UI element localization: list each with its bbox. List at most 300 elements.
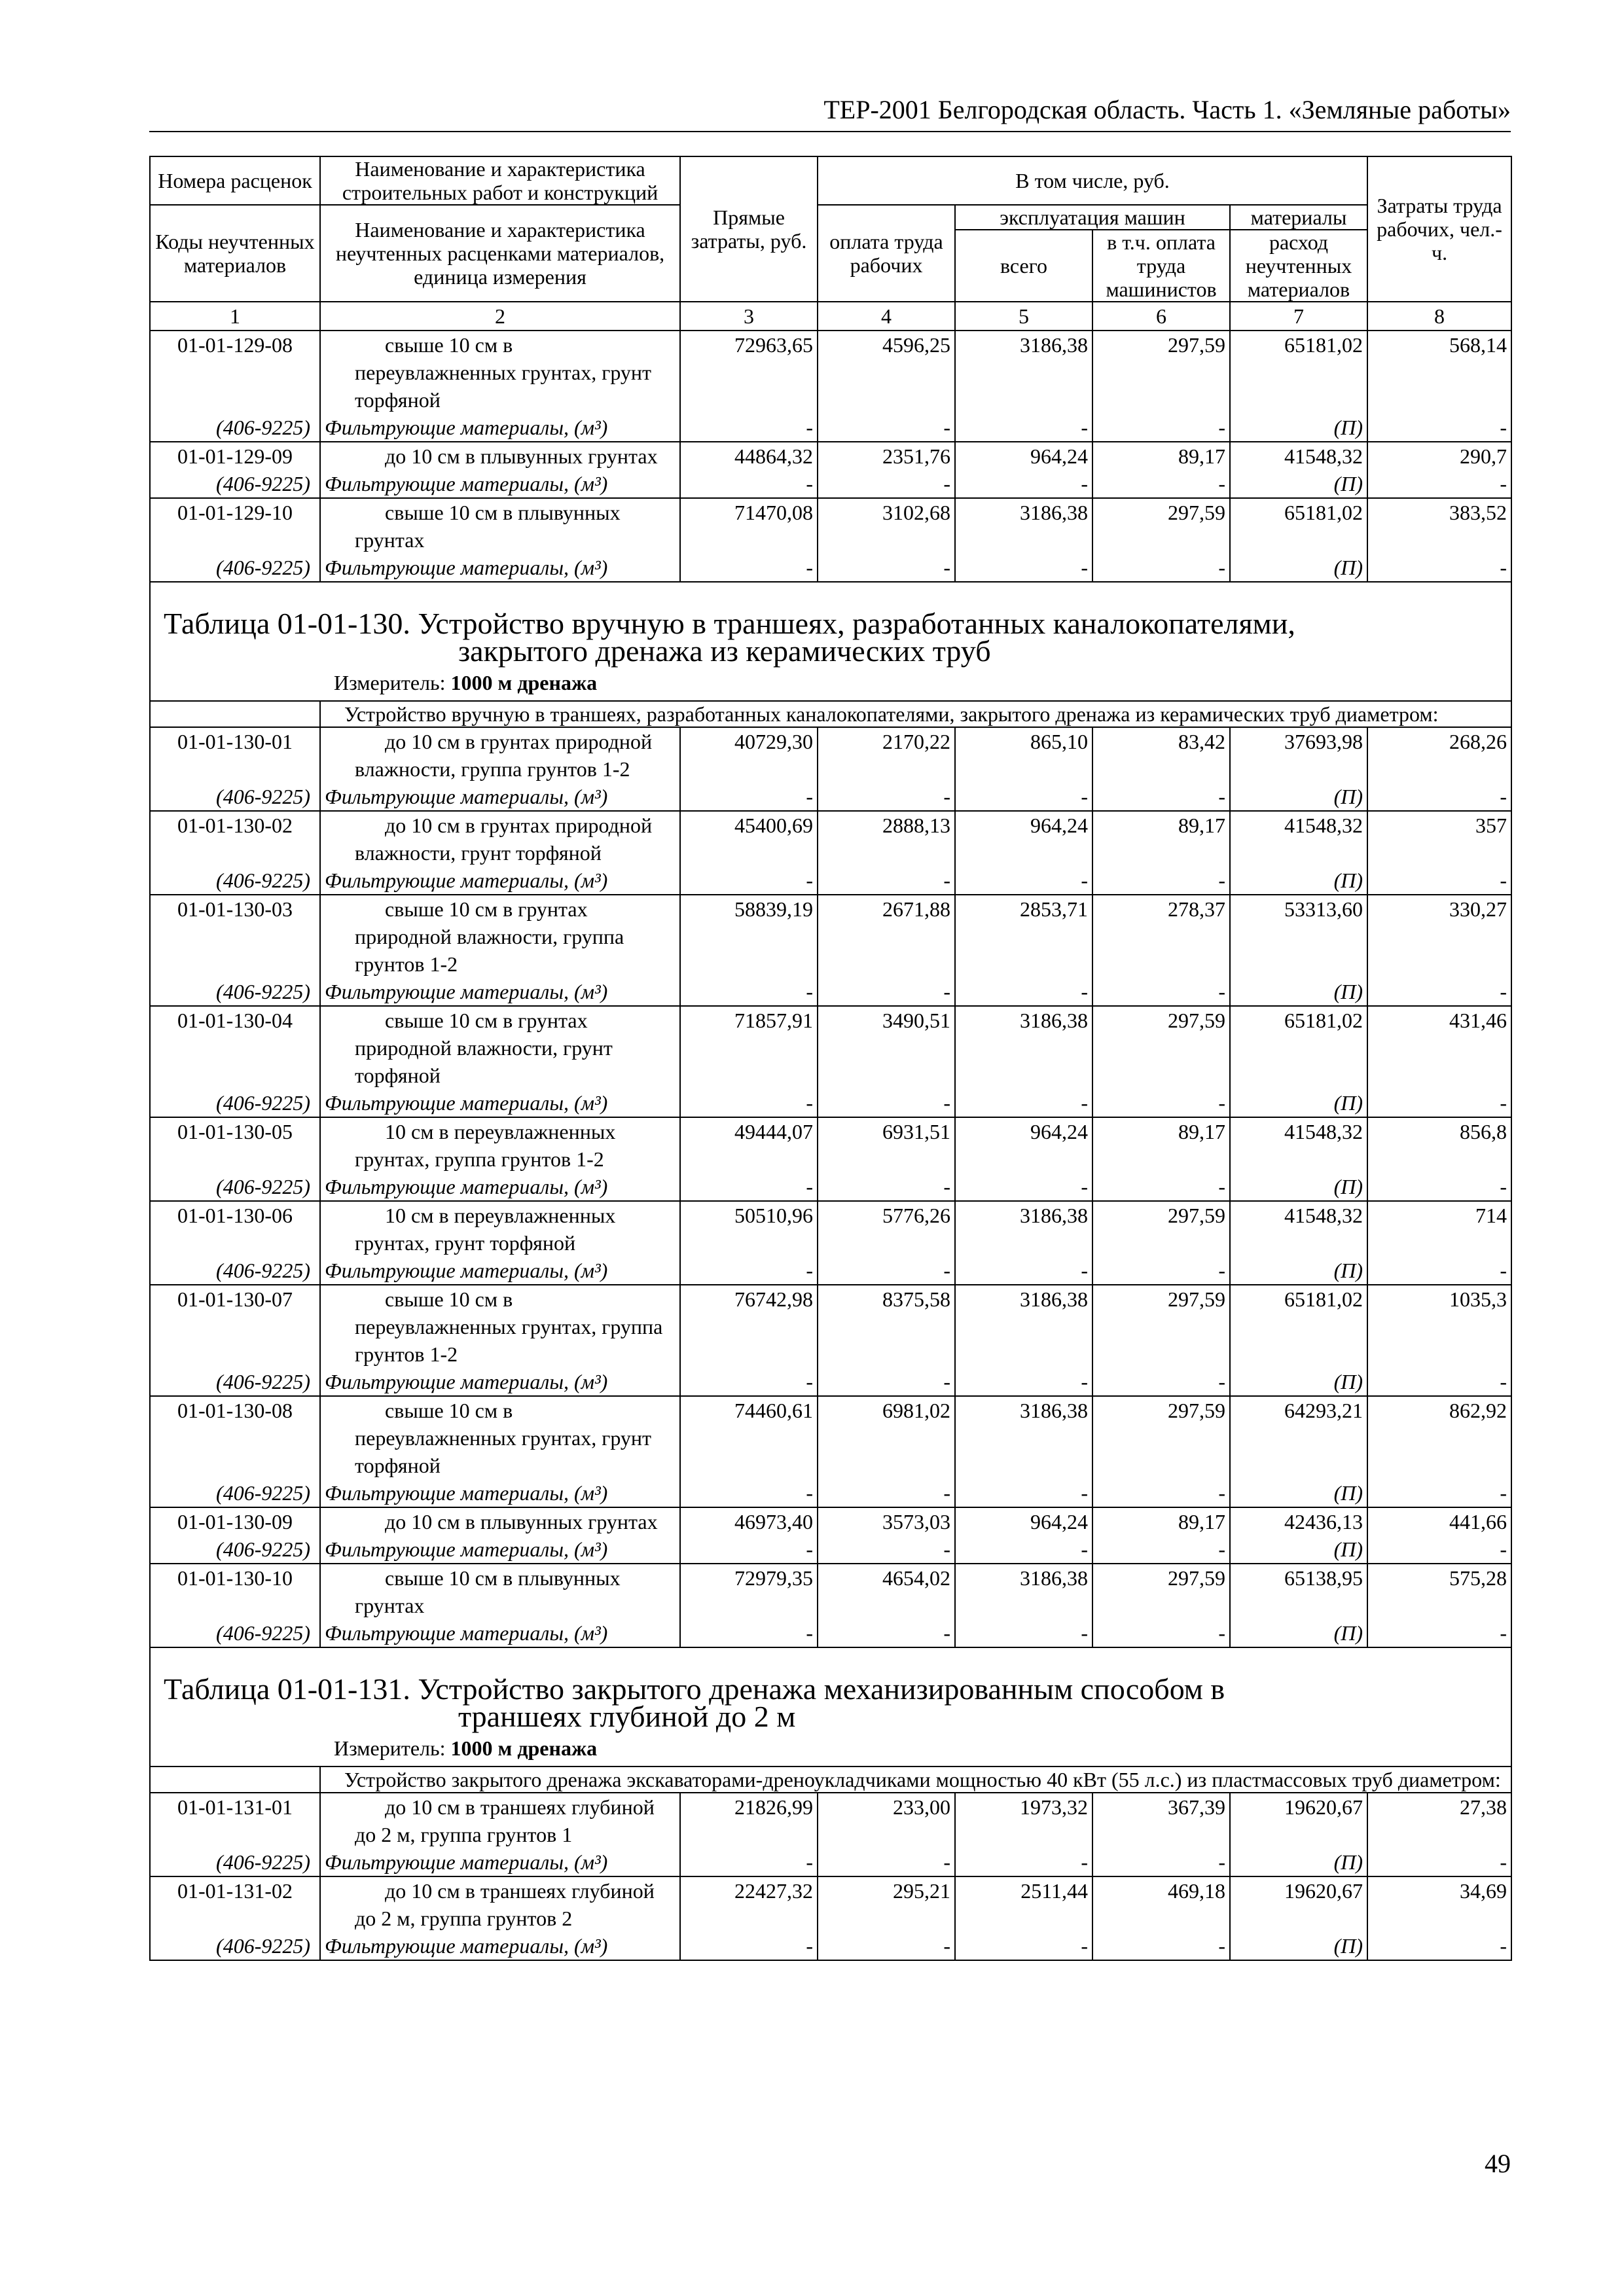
rate-value: 268,26	[1367, 727, 1511, 783]
col-rashod: расход неучтенных материалов	[1230, 230, 1367, 302]
material-code: (406-9225)	[150, 783, 320, 811]
subhead-blank	[150, 1767, 320, 1793]
material-code: (406-9225)	[150, 1479, 320, 1507]
material-code: (406-9225)	[150, 1848, 320, 1876]
rate-value: 74460,61	[680, 1396, 818, 1479]
material-code: (406-9225)	[150, 1368, 320, 1396]
measure	[150, 669, 1511, 701]
rate-code: 01-01-130-05	[150, 1117, 320, 1173]
rate-value: 568,14	[1367, 331, 1511, 414]
rate-value: 21826,99	[680, 1793, 818, 1848]
material-dash: -	[1367, 1848, 1511, 1876]
table-row	[150, 1285, 1511, 1368]
rate-description: до 10 см в плывунных грунтах	[320, 442, 680, 470]
material-dash: -	[818, 470, 955, 498]
measure-value: 1000 м дренажа	[450, 1736, 598, 1760]
table-row	[150, 498, 1511, 554]
table-subheading: Устройство вручную в траншеях, разработанных каналокопателями, закрытого дренажа из керамических труб диаметром:	[320, 701, 1511, 727]
material-dash: -	[818, 554, 955, 582]
material-name: Фильтрующие материалы, (м³)	[320, 1932, 680, 1960]
material-dash: -	[955, 1932, 1092, 1960]
material-dash: -	[818, 867, 955, 895]
col-number: 2	[320, 302, 680, 331]
rate-value: 64293,21	[1230, 1396, 1367, 1479]
rate-value: 19620,67	[1230, 1876, 1367, 1932]
material-dash: -	[680, 554, 818, 582]
rate-value: 72963,65	[680, 331, 818, 414]
material-unit: (П)	[1230, 783, 1367, 811]
col-number: 7	[1230, 302, 1367, 331]
material-dash: -	[1092, 1368, 1230, 1396]
rate-value: 714	[1367, 1201, 1511, 1257]
material-code: (406-9225)	[150, 1257, 320, 1285]
rate-description: свыше 10 см в грунтах природной влажности, группа грунтов 1-2	[320, 895, 680, 978]
rate-code: 01-01-129-08	[150, 331, 320, 414]
material-dash: -	[955, 978, 1092, 1006]
price-table	[149, 156, 1512, 1961]
rate-value: 65181,02	[1230, 1285, 1367, 1368]
rate-code: 01-01-130-02	[150, 811, 320, 867]
rate-value: 8375,58	[818, 1285, 955, 1368]
table-130-title	[150, 582, 1511, 669]
rate-value: 65138,95	[1230, 1564, 1367, 1619]
rate-value: 3186,38	[955, 1564, 1092, 1619]
material-name: Фильтрующие материалы, (м³)	[320, 1257, 680, 1285]
rate-code: 01-01-129-09	[150, 442, 320, 470]
rate-value: 65181,02	[1230, 498, 1367, 554]
subhead-row	[150, 701, 1511, 727]
rate-value: 41548,32	[1230, 1201, 1367, 1257]
material-dash: -	[955, 1535, 1092, 1564]
material-dash: -	[680, 1535, 818, 1564]
rate-value: 53313,60	[1230, 895, 1367, 978]
table-row	[150, 895, 1511, 978]
material-dash: -	[1092, 1932, 1230, 1960]
col-oplata: оплата труда рабочих	[818, 205, 955, 302]
col-number: 6	[1092, 302, 1230, 331]
rate-value: 46973,40	[680, 1507, 818, 1535]
rate-value: 2671,88	[818, 895, 955, 978]
rate-value: 383,52	[1367, 498, 1511, 554]
measure-label: Измеритель:	[334, 671, 446, 694]
material-dash: -	[818, 783, 955, 811]
col-naimen: Наименование и характеристика строительных работ и конструкций	[320, 156, 680, 205]
material-dash: -	[955, 1089, 1092, 1117]
material-name: Фильтрующие материалы, (м³)	[320, 1368, 680, 1396]
material-name: Фильтрующие материалы, (м³)	[320, 867, 680, 895]
table-row	[150, 442, 1511, 470]
material-code: (406-9225)	[150, 978, 320, 1006]
material-unit: (П)	[1230, 1089, 1367, 1117]
rate-value: 297,59	[1092, 1006, 1230, 1089]
rate-value: 297,59	[1092, 1201, 1230, 1257]
material-name: Фильтрующие материалы, (м³)	[320, 1089, 680, 1117]
material-dash: -	[680, 1089, 818, 1117]
material-unit: (П)	[1230, 1257, 1367, 1285]
table-row	[150, 331, 1511, 414]
rate-value: 367,39	[1092, 1793, 1230, 1848]
rate-value: 41548,32	[1230, 1117, 1367, 1173]
rate-value: 2351,76	[818, 442, 955, 470]
material-dash: -	[818, 1173, 955, 1201]
rate-value: 297,59	[1092, 1285, 1230, 1368]
material-row	[150, 978, 1511, 1006]
material-dash: -	[1092, 978, 1230, 1006]
table-row	[150, 811, 1511, 867]
material-dash: -	[680, 1932, 818, 1960]
material-row	[150, 1848, 1511, 1876]
rate-code: 01-01-130-08	[150, 1396, 320, 1479]
material-code: (406-9225)	[150, 1173, 320, 1201]
material-code: (406-9225)	[150, 554, 320, 582]
rate-value: 6931,51	[818, 1117, 955, 1173]
rate-value: 3186,38	[955, 1201, 1092, 1257]
rate-value: 3573,03	[818, 1507, 955, 1535]
material-dash: -	[680, 1619, 818, 1647]
rate-value: 297,59	[1092, 1396, 1230, 1479]
rate-value: 295,21	[818, 1876, 955, 1932]
col-vtom: В том числе, руб.	[818, 156, 1367, 205]
rate-value: 278,37	[1092, 895, 1230, 978]
material-dash: -	[1092, 1089, 1230, 1117]
rate-value: 3186,38	[955, 1285, 1092, 1368]
material-dash: -	[818, 1368, 955, 1396]
rate-value: 72979,35	[680, 1564, 818, 1619]
material-unit: (П)	[1230, 554, 1367, 582]
page-header	[149, 92, 1511, 132]
material-dash: -	[680, 1257, 818, 1285]
rate-value: 42436,13	[1230, 1507, 1367, 1535]
rate-value: 1035,3	[1367, 1285, 1511, 1368]
material-dash: -	[680, 1173, 818, 1201]
rate-description: до 10 см в грунтах природной влажности, грунт торфяной	[320, 811, 680, 867]
material-row	[150, 1089, 1511, 1117]
material-dash: -	[1092, 1173, 1230, 1201]
material-unit: (П)	[1230, 867, 1367, 895]
measure-label: Измеритель:	[334, 1736, 446, 1760]
material-unit: (П)	[1230, 1479, 1367, 1507]
col-naimen2: Наименование и характеристика неучтенных расценками материалов, единица измерения	[320, 205, 680, 302]
table-title-line1: Таблица 01-01-131. Устройство закрытого дренажа механизированным способом в	[164, 1672, 1225, 1706]
material-row	[150, 470, 1511, 498]
material-dash: -	[680, 1368, 818, 1396]
rate-value: 49444,07	[680, 1117, 818, 1173]
table-row	[150, 727, 1511, 783]
rate-code: 01-01-130-03	[150, 895, 320, 978]
rate-value: 233,00	[818, 1793, 955, 1848]
table-row	[150, 1006, 1511, 1089]
rate-code: 01-01-130-04	[150, 1006, 320, 1089]
material-row	[150, 1619, 1511, 1647]
material-row	[150, 1257, 1511, 1285]
rate-value: 3186,38	[955, 498, 1092, 554]
measure-row	[150, 669, 1511, 701]
material-dash: -	[1367, 470, 1511, 498]
rate-description: до 10 см в траншеях глубиной до 2 м, группа грунтов 2	[320, 1876, 680, 1932]
material-dash: -	[680, 978, 818, 1006]
rate-code: 01-01-130-06	[150, 1201, 320, 1257]
rate-value: 862,92	[1367, 1396, 1511, 1479]
table-title-line1: Таблица 01-01-130. Устройство вручную в траншеях, разработанных каналокопателями,	[164, 607, 1295, 640]
material-unit: (П)	[1230, 1535, 1367, 1564]
material-code: (406-9225)	[150, 1932, 320, 1960]
material-dash: -	[680, 867, 818, 895]
rate-value: 34,69	[1367, 1876, 1511, 1932]
material-row	[150, 867, 1511, 895]
material-dash: -	[955, 867, 1092, 895]
rate-code: 01-01-131-01	[150, 1793, 320, 1848]
material-dash: -	[680, 1479, 818, 1507]
material-dash: -	[1367, 414, 1511, 442]
material-dash: -	[1367, 1368, 1511, 1396]
rate-description: до 10 см в траншеях глубиной до 2 м, группа грунтов 1	[320, 1793, 680, 1848]
material-dash: -	[955, 1173, 1092, 1201]
rate-code: 01-01-130-07	[150, 1285, 320, 1368]
material-dash: -	[955, 1368, 1092, 1396]
material-dash: -	[1367, 1479, 1511, 1507]
material-code: (406-9225)	[150, 414, 320, 442]
rate-value: 964,24	[955, 1117, 1092, 1173]
material-dash: -	[1367, 1535, 1511, 1564]
table-title	[150, 582, 1511, 669]
material-dash: -	[1367, 1257, 1511, 1285]
material-unit: (П)	[1230, 470, 1367, 498]
table-row	[150, 1564, 1511, 1619]
material-dash: -	[955, 1619, 1092, 1647]
rate-value: 3186,38	[955, 331, 1092, 414]
material-dash: -	[1092, 783, 1230, 811]
material-name: Фильтрующие материалы, (м³)	[320, 414, 680, 442]
material-name: Фильтрующие материалы, (м³)	[320, 1479, 680, 1507]
rate-value: 41548,32	[1230, 442, 1367, 470]
material-dash: -	[818, 1535, 955, 1564]
rate-value: 89,17	[1092, 811, 1230, 867]
rate-value: 89,17	[1092, 1117, 1230, 1173]
table-row	[150, 1876, 1511, 1932]
rate-value: 2853,71	[955, 895, 1092, 978]
rate-value: 964,24	[955, 811, 1092, 867]
rate-value: 5776,26	[818, 1201, 955, 1257]
rate-description: свыше 10 см в плывунных грунтах	[320, 498, 680, 554]
material-row	[150, 554, 1511, 582]
measure	[150, 1734, 1511, 1767]
material-dash: -	[1367, 554, 1511, 582]
material-name: Фильтрующие материалы, (м³)	[320, 1535, 680, 1564]
col-number: 5	[955, 302, 1092, 331]
rate-value: 2170,22	[818, 727, 955, 783]
rate-description: свыше 10 см в переувлажненных грунтах, группа грунтов 1-2	[320, 1285, 680, 1368]
rate-value: 1973,32	[955, 1793, 1092, 1848]
material-row	[150, 1479, 1511, 1507]
material-dash: -	[1367, 867, 1511, 895]
material-dash: -	[818, 1619, 955, 1647]
col-vsego: всего	[955, 230, 1092, 302]
material-row	[150, 1535, 1511, 1564]
rate-value: 441,66	[1367, 1507, 1511, 1535]
rate-description: 10 см в переувлажненных грунтах, группа грунтов 1-2	[320, 1117, 680, 1173]
measure-value: 1000 м дренажа	[450, 671, 598, 694]
header-title: ТЕР-2001 Белгородская область. Часть 1. «Земляные работы»	[823, 95, 1511, 124]
material-dash: -	[1092, 1848, 1230, 1876]
material-dash: -	[818, 1848, 955, 1876]
rate-value: 65181,02	[1230, 1006, 1367, 1089]
material-dash: -	[955, 1257, 1092, 1285]
rate-description: свыше 10 см в грунтах природной влажности, грунт торфяной	[320, 1006, 680, 1089]
rate-value: 89,17	[1092, 442, 1230, 470]
rate-value: 297,59	[1092, 498, 1230, 554]
rate-value: 71857,91	[680, 1006, 818, 1089]
rate-value: 431,46	[1367, 1006, 1511, 1089]
table-title-line2: траншеях глубиной до 2 м	[458, 1700, 796, 1733]
rate-value: 19620,67	[1230, 1793, 1367, 1848]
rate-value: 76742,98	[680, 1285, 818, 1368]
table-row	[150, 1507, 1511, 1535]
col-zatraty: Затраты труда рабочих, чел.-ч.	[1367, 156, 1511, 302]
material-dash: -	[1092, 470, 1230, 498]
material-code: (406-9225)	[150, 470, 320, 498]
material-code: (406-9225)	[150, 1535, 320, 1564]
material-dash: -	[1367, 1932, 1511, 1960]
material-name: Фильтрующие материалы, (м³)	[320, 470, 680, 498]
material-code: (406-9225)	[150, 1089, 320, 1117]
material-dash: -	[1092, 414, 1230, 442]
rate-value: 4596,25	[818, 331, 955, 414]
table-row	[150, 1117, 1511, 1173]
rate-value: 41548,32	[1230, 811, 1367, 867]
rate-value: 290,7	[1367, 442, 1511, 470]
material-name: Фильтрующие материалы, (м³)	[320, 978, 680, 1006]
rate-value: 65181,02	[1230, 331, 1367, 414]
material-dash: -	[1092, 554, 1230, 582]
rate-value: 856,8	[1367, 1117, 1511, 1173]
measure-row	[150, 1734, 1511, 1767]
rate-code: 01-01-131-02	[150, 1876, 320, 1932]
material-row	[150, 1368, 1511, 1396]
rate-description: до 10 см в плывунных грунтах	[320, 1507, 680, 1535]
material-dash: -	[955, 1848, 1092, 1876]
material-name: Фильтрующие материалы, (м³)	[320, 783, 680, 811]
table-row	[150, 1201, 1511, 1257]
subhead-row	[150, 1767, 1511, 1793]
material-row	[150, 1932, 1511, 1960]
rate-value: 58839,19	[680, 895, 818, 978]
rate-value: 575,28	[1367, 1564, 1511, 1619]
rate-value: 3102,68	[818, 498, 955, 554]
material-unit: (П)	[1230, 1848, 1367, 1876]
rate-value: 71470,08	[680, 498, 818, 554]
rate-value: 89,17	[1092, 1507, 1230, 1535]
material-unit: (П)	[1230, 1932, 1367, 1960]
material-dash: -	[818, 1257, 955, 1285]
rate-value: 4654,02	[818, 1564, 955, 1619]
rate-value: 6981,02	[818, 1396, 955, 1479]
material-unit: (П)	[1230, 414, 1367, 442]
rate-code: 01-01-130-09	[150, 1507, 320, 1535]
material-dash: -	[818, 1932, 955, 1960]
material-dash: -	[1092, 1619, 1230, 1647]
rate-value: 50510,96	[680, 1201, 818, 1257]
col-number: 1	[150, 302, 320, 331]
rate-value: 45400,69	[680, 811, 818, 867]
col-number: 4	[818, 302, 955, 331]
rate-value: 3490,51	[818, 1006, 955, 1089]
material-dash: -	[680, 414, 818, 442]
rate-value: 2888,13	[818, 811, 955, 867]
material-dash: -	[680, 783, 818, 811]
rate-code: 01-01-130-10	[150, 1564, 320, 1619]
col-materialy: материалы	[1230, 205, 1367, 230]
material-dash: -	[955, 470, 1092, 498]
col-number: 3	[680, 302, 818, 331]
page-number: 49	[1485, 2149, 1511, 2178]
col-nomera: Номера расценок	[150, 156, 320, 205]
rate-value: 3186,38	[955, 1006, 1092, 1089]
table-row	[150, 1396, 1511, 1479]
rate-value: 40729,30	[680, 727, 818, 783]
material-code: (406-9225)	[150, 1619, 320, 1647]
rate-value: 3186,38	[955, 1396, 1092, 1479]
material-name: Фильтрующие материалы, (м³)	[320, 1619, 680, 1647]
material-dash: -	[955, 783, 1092, 811]
rate-value: 865,10	[955, 727, 1092, 783]
material-name: Фильтрующие материалы, (м³)	[320, 1848, 680, 1876]
rate-description: 10 см в переувлажненных грунтах, грунт торфяной	[320, 1201, 680, 1257]
material-row	[150, 1173, 1511, 1201]
rate-value: 357	[1367, 811, 1511, 867]
rate-description: свыше 10 см в переувлажненных грунтах, грунт торфяной	[320, 1396, 680, 1479]
material-dash: -	[1367, 1089, 1511, 1117]
col-number: 8	[1367, 302, 1511, 331]
material-dash: -	[818, 978, 955, 1006]
col-ekspl: эксплуатация машин	[955, 205, 1230, 230]
material-dash: -	[955, 414, 1092, 442]
col-pryamye: Прямые затраты, руб.	[680, 156, 818, 302]
material-unit: (П)	[1230, 1173, 1367, 1201]
material-dash: -	[818, 1479, 955, 1507]
rate-code: 01-01-130-01	[150, 727, 320, 783]
material-dash: -	[1092, 1257, 1230, 1285]
rate-value: 964,24	[955, 442, 1092, 470]
material-dash: -	[818, 414, 955, 442]
material-dash: -	[1367, 978, 1511, 1006]
table-title-line2: закрытого дренажа из керамических труб	[458, 634, 991, 668]
material-dash: -	[818, 1089, 955, 1117]
rate-description: свыше 10 см в плывунных грунтах	[320, 1564, 680, 1619]
material-unit: (П)	[1230, 978, 1367, 1006]
material-dash: -	[1092, 1479, 1230, 1507]
material-code: (406-9225)	[150, 867, 320, 895]
rate-value: 964,24	[955, 1507, 1092, 1535]
material-dash: -	[955, 1479, 1092, 1507]
rate-value: 297,59	[1092, 331, 1230, 414]
rate-code: 01-01-129-10	[150, 498, 320, 554]
rate-value: 297,59	[1092, 1564, 1230, 1619]
material-name: Фильтрующие материалы, (м³)	[320, 1173, 680, 1201]
material-dash: -	[1367, 783, 1511, 811]
rate-description: свыше 10 см в переувлажненных грунтах, грунт торфяной	[320, 331, 680, 414]
material-unit: (П)	[1230, 1368, 1367, 1396]
material-unit: (П)	[1230, 1619, 1367, 1647]
material-name: Фильтрующие материалы, (м³)	[320, 554, 680, 582]
table-row	[150, 1793, 1511, 1848]
material-dash: -	[1367, 1619, 1511, 1647]
material-dash: -	[1367, 1173, 1511, 1201]
material-dash: -	[680, 470, 818, 498]
table-subheading: Устройство закрытого дренажа экскаваторами-дреноукладчиками мощностью 40 кВт (55 л.с.) из пластмассовых труб диаметром:	[320, 1767, 1511, 1793]
rate-value: 37693,98	[1230, 727, 1367, 783]
table-title	[150, 1647, 1511, 1734]
material-row	[150, 783, 1511, 811]
